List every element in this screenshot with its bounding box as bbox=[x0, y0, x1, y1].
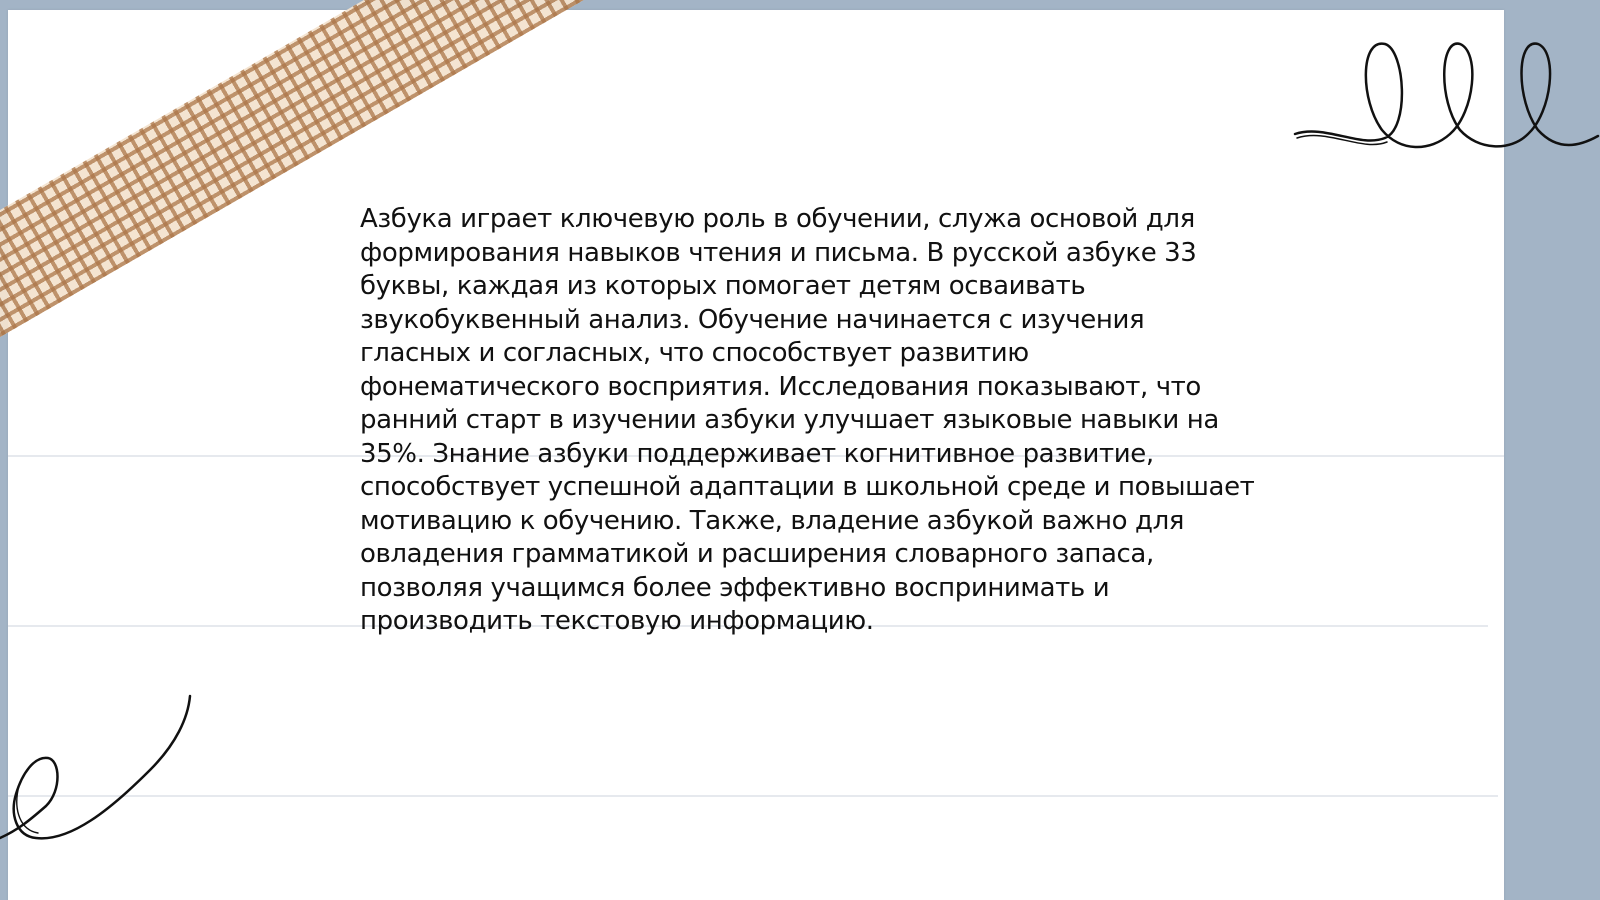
paper-rule-line bbox=[8, 795, 1498, 797]
swirl-doodle-icon bbox=[0, 690, 200, 850]
loop-doodle-icon bbox=[1290, 30, 1600, 170]
slide-body-text: Азбука играет ключевую роль в обучении, служа основой для формирования навыков чтения и письма. В русской азбуке 33 буквы, каждая из которых помогает детям осваивать звукобуквенный анализ. Обучение начинается с изучения гласных и согласных, что способствует развитию фонематического восприятия. Исследования показывают, что ранний старт в изучении азбуки улучшает языковые навыки на 35%. Знание азбуки поддерживает когнитивное развитие, способствует успешной адаптации в школьной среде и повышает мотивацию к обучению. Также, владение азбукой важно для овладения грамматикой и расширения словарного запаса, позволяя учащимся более эффективно воспринимать и производить текстовую информацию. bbox=[360, 204, 1255, 636]
